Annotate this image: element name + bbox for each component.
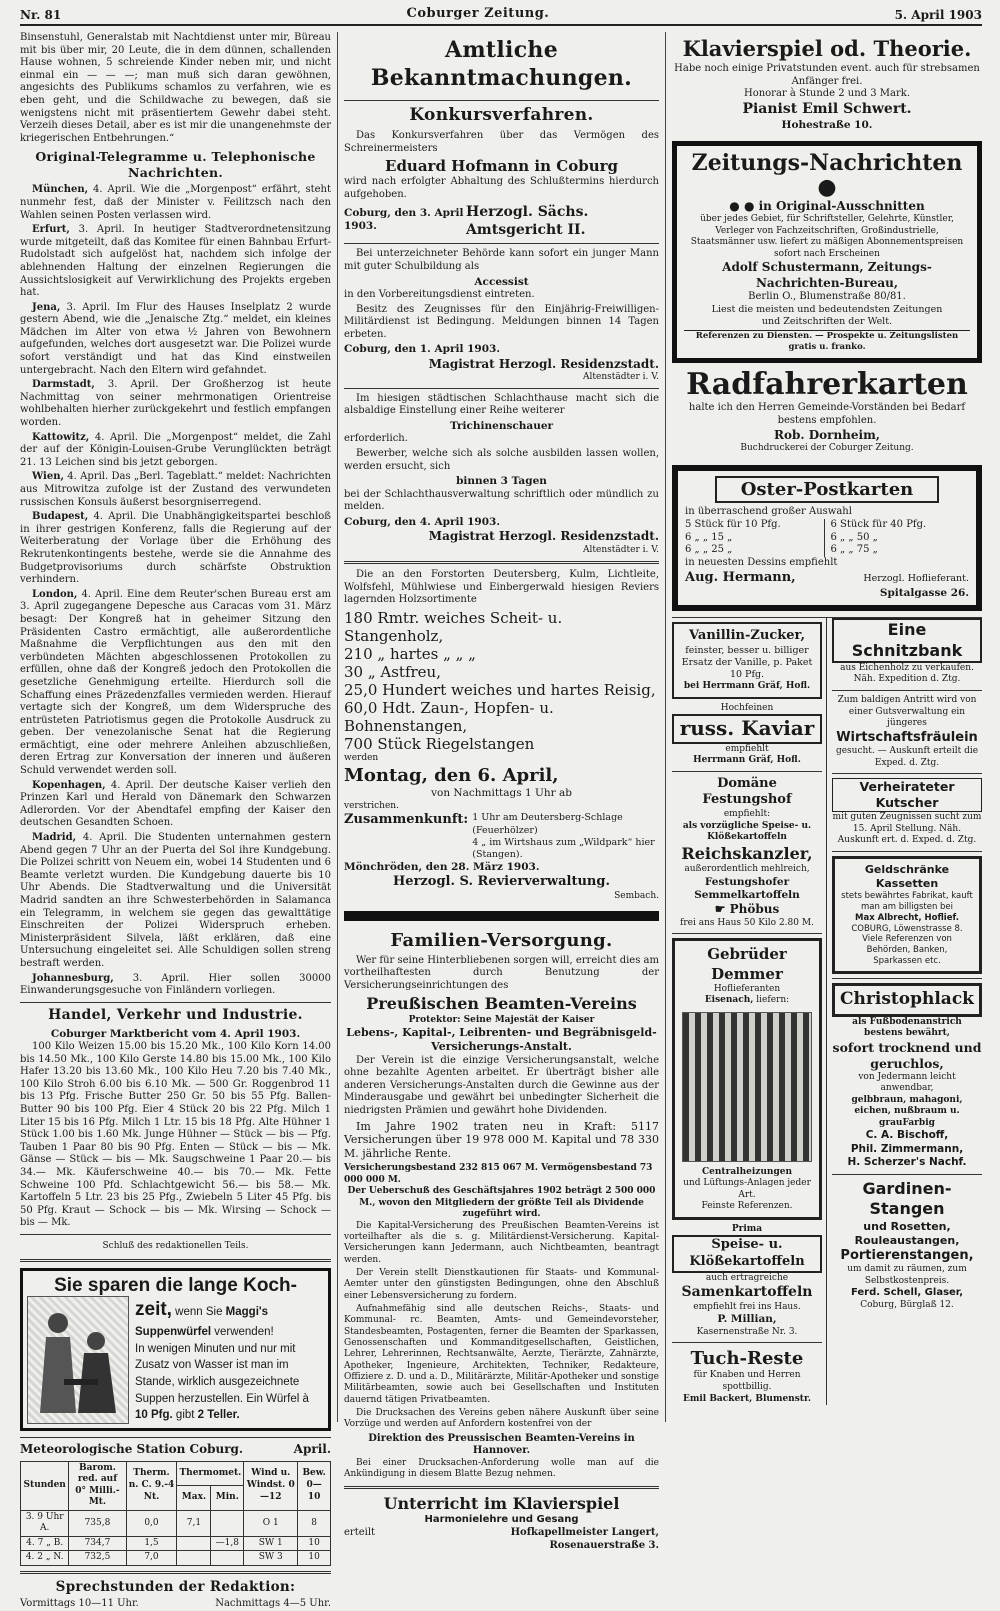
maggi-body: In wenigen Minuten und nur mit Zusatz von Wasser ist man im Stande, wirklich ausgezeichnete Suppen herzustellen. Ein Würfel à bbox=[135, 1342, 309, 1405]
weather-cell: SW 3 bbox=[244, 1551, 298, 1566]
familie-types: Lebens-, Kapital-, Leibrenten- und Begräbnisgeld-Versicherungs-Anstalt. bbox=[346, 1026, 657, 1054]
oster-seller: Aug. Hermann, bbox=[685, 569, 796, 585]
kartoffeln-address: Kasernenstraße Nr. 3. bbox=[696, 1326, 798, 1337]
column-left bbox=[20, 32, 338, 1610]
holz-sold: verstrichen. bbox=[344, 800, 399, 811]
holz-item: 60,0 Hdt. Zaun-, Hopfen- u. Bohnenstangen, bbox=[344, 698, 554, 735]
kutscher-advertisement bbox=[832, 778, 982, 847]
telegram-place: Erfurt, bbox=[32, 224, 70, 236]
holz-list bbox=[344, 609, 659, 753]
telegram-place: Darmstadt, bbox=[32, 379, 95, 391]
divider bbox=[20, 1259, 331, 1262]
zeitung-text: über jedes Gebiet, für Schriftsteller, Gelehrte, Künstler, Verleger von Fachzeitschriften, Großindustrielle, Staatsmänner usw. liefert zu mäßigen Abonnementspreisen sofort nach Erscheinen bbox=[690, 214, 964, 259]
accessist-office: Magistrat Herzogl. Residenzstadt. bbox=[428, 356, 659, 371]
zeitung-city: Berlin O., Blumenstraße 80/81. bbox=[748, 291, 906, 303]
telegram-text: 4. April. Die Unabhängigkeitspartei beschloß in ihrer gestrigen Konferenz, falls die Regierung auf der Weiterberatung der Vorlage über die Erhöhung des Rekrutenkontingents bestehe, werde sie die Annahme des Budgetprovisoriums durch schärfste Obstruktion verhindern. bbox=[20, 511, 331, 586]
weather-table bbox=[20, 1461, 331, 1566]
weather-cell: 3. 9 Uhr A. bbox=[21, 1510, 69, 1536]
telegram-text: 3. April. In heutiger Stadtverordnetensitzung wurde mitgeteilt, daß das Komitee für einen Bahnbau Erfurt-Rudolstadt sich aufgelöst hat, nachdem sich infolge der ablehnenden Haltung der einzelnen Regierungen die Aussichtslosigkeit auf Verwirklichung des Projekts ergeben hat. bbox=[20, 224, 331, 299]
wirtschaft-title: Wirtschaftsfräulein bbox=[836, 729, 978, 745]
domaene-price: frei ans Haus 50 Kilo 2.80 M. bbox=[680, 917, 814, 928]
christophlack-sellers bbox=[832, 1129, 982, 1169]
weather-row bbox=[21, 1551, 331, 1566]
vanille-advertisement bbox=[672, 622, 822, 699]
oster-price: 6 „ „ 50 „ bbox=[830, 531, 878, 543]
demmer-advertisement bbox=[672, 938, 822, 1219]
kaviar-title: russ. Kaviar bbox=[672, 714, 822, 744]
telegram-place: Kopenhagen, bbox=[32, 779, 106, 791]
weather-title: Meteorologische Station Coburg. bbox=[20, 1442, 244, 1457]
oster-news: in neuesten Dessins empfiehlt bbox=[685, 557, 838, 569]
women-at-table-icon bbox=[28, 1301, 128, 1419]
christophlack-seller: C. A. Bischoff, bbox=[865, 1129, 949, 1142]
divider bbox=[672, 933, 822, 934]
kartoffeln-seller: P. Millian, bbox=[717, 1313, 777, 1326]
telegram-text: 4. April. Wie die „Morgenpost“ erfährt, steht nunmehr fest, daß der Minister v. Feilitzsch nach den Wahlen seinen Posten verlassen wird. bbox=[20, 184, 331, 221]
telegram-item bbox=[20, 511, 331, 587]
schnitzbank-title: Eine Schnitzbank bbox=[832, 618, 982, 663]
office-hours-afternoon: Nachmittags 4—5 Uhr. bbox=[215, 1598, 331, 1610]
christophlack-advertisement bbox=[832, 983, 982, 1170]
divider bbox=[832, 1174, 982, 1175]
wirtschaft-lead: Zum baldigen Antritt wird von einer Gutsverwaltung ein jüngeres bbox=[837, 695, 977, 729]
weather-cell: —1,8 bbox=[211, 1536, 244, 1551]
christophlack-title: Christophlack bbox=[832, 983, 982, 1017]
konkurs-text: wird nach erfolgter Abhaltung des Schlußtermins hierdurch aufgehoben. bbox=[344, 176, 659, 201]
familie-title: Familien-Versorgung. bbox=[390, 929, 613, 951]
gardinen-title3: Portierenstangen, bbox=[840, 1247, 974, 1263]
accessist-role: Accessist bbox=[474, 275, 529, 288]
unterricht-title: Unterricht im Klavierspiel bbox=[383, 1493, 620, 1513]
telegram-place: Madrid, bbox=[32, 832, 77, 844]
familie-verein: Preußischen Beamten-Vereins bbox=[366, 994, 637, 1014]
weather-cell: 10 bbox=[298, 1536, 331, 1551]
domaene-brand: Phöbus bbox=[729, 902, 780, 917]
familie-paragraph: Der Verein ist die einzige Versicherungsanstalt, welche ohne bezahlte Agenten arbeitet. Er überträgt bisher alle anderen Versicherungs-Anstalten durch die Gewinne aus der Minderausgabe und gewährt bei unbedingter Sicherheit die niedrigsten Prämien und gewährt hohe Dividenden. bbox=[344, 1054, 659, 1116]
oster-advertisement bbox=[672, 465, 982, 611]
telegram-place: München, bbox=[32, 184, 89, 196]
radfahrer-title: Radfahrerkarten bbox=[686, 366, 968, 402]
oster-price: 5 Stück für 10 Pfg. bbox=[685, 518, 781, 530]
weather-cell: 7,1 bbox=[177, 1510, 211, 1536]
schnitzbank-text: aus Eichenholz zu verkaufen. bbox=[840, 662, 974, 673]
konkurs-court: Herzogl. Sächs. Amtsgericht II. bbox=[466, 203, 589, 238]
domaene-note: außerordentlich mehlreich, bbox=[684, 864, 810, 875]
maggi-illustration bbox=[27, 1296, 129, 1424]
familie-paragraph: Die Drucksachen des Vereins geben nähere Auskunft über seine Vorzüge und werden auf Anfordern kostenfrei von der bbox=[344, 1407, 659, 1430]
maggi-wenn: wenn Sie bbox=[175, 1306, 223, 1319]
telegram-text: 4. April. Eine dem Reuter'schen Bureau erst am 3. April zugegangene Depesche aus Caracas vom 31. März besagt: Der Kongreß hat in geheimer Sitzung den Präsidenten Castro ermächtigt, alle außerordentliche Maßnahme die Verpflichtungen aus den mit den verbündeten Mächten abgeschlossenen Protokollen zu erfüllen, ohne daß der Kongreß jedoch den Protokollen die gesetzliche Genehmigung erteilte. Hierdurch soll die Schaffung eines Präzedenzfalles vermieden werden. Hierauf vertagte sich der Kongreß, um dem Widerspruche des entrüsteten Patriotismus gegen die Protokolle Ausdruck zu geben. Der venezolanische Senat hat die Regierung ermächtigt, eine oder mehrere Anleihen abzuschließen, deren Ertrag zur Konversation der inneren und äußeren Schuld verwendet werden soll. bbox=[20, 588, 331, 777]
weather-cell: SW 1 bbox=[244, 1536, 298, 1551]
holz-lead: Die an den Forstorten Deutersberg, Kulm, Lichtleite, Wolfsfehl, Mühlwiese und Einbergerwald hiesigen Reviers lagernden Holzsortimente bbox=[344, 569, 659, 606]
oster-address: Spitalgasse 26. bbox=[879, 586, 969, 599]
gardinen-title: Gardinen- bbox=[862, 1178, 952, 1198]
holz-time: von Nachmittags 1 Uhr ab bbox=[431, 787, 572, 800]
familie-paragraph: Aufnahmefähig sind alle deutschen Reichs-, Staats- und Kommunal- rc. Beamten, Amts- und Gemeindevorsteher, Standesbeamten, Postagenten, ferner die Beamten der Sparkassen, Genossenschaften und Kommanditgesellschaften, Geistlichen, Lehrer, Lehrerinnen, Rechtsanwälte, Aerzte, Tierärzte, Zahnärzte, Apotheker, Ingenieure, Architekten, Techniker, Redakteure, Offiziere z. D. und a. D., Militärärzte, Militär-Apotheker und sonstige Militärbeamten, sowie auch bei Gesellschaften und Instituten dauernd tätigen Privatbeamten. bbox=[344, 1303, 659, 1405]
konkurs-title: Konkursverfahren. bbox=[409, 105, 594, 126]
oster-prices-left bbox=[685, 519, 824, 557]
telegram-text: 4. April. Das „Berl. Tageblatt.“ meldet: Nachrichten aus Mitrowitza zufolge ist der Zustand des verwundeten russischen Konsuls äußerst besorgniserregend. bbox=[20, 471, 331, 508]
zeitung-sub: in Original-Ausschnitten bbox=[758, 198, 925, 213]
divider bbox=[344, 388, 659, 389]
gardinen-seller: Ferd. Schell, Glaser, bbox=[850, 1287, 964, 1299]
konkurs-name: Eduard Hofmann in Coburg bbox=[385, 157, 618, 176]
page-header bbox=[20, 6, 982, 26]
unterricht-sub: Harmonielehre und Gesang bbox=[424, 1514, 579, 1526]
telegram-item bbox=[20, 184, 331, 222]
familie-protektor: Protektor: Seine Majestät der Kaiser bbox=[408, 1014, 595, 1025]
maggi-headline-2: zeit, bbox=[135, 1299, 172, 1321]
telegram-text: 3. April. Im Flur des Hauses Inselplatz 2 wurde gestern Abend, wie die „Jenaische Ztg.“ meldet, ein kleines Mädchen im Alter von etwa ½ Jahren von Bewohnern aufgefunden, welches dort ausgesetzt war. Die Polizei wurde sofort verständigt und hat das Kind einstweilen untergebracht. Nach den Eltern wird gefahndet. bbox=[20, 301, 331, 376]
tuch-seller: Emil Backert, Blumenstr. bbox=[682, 1393, 812, 1404]
schlachthaus-sign: Altenstädter i. V. bbox=[583, 544, 659, 555]
oster-price: 6 „ „ 15 „ bbox=[685, 531, 733, 543]
maggi-price: 10 Pfg. bbox=[135, 1409, 173, 1422]
maggi-brand: Maggi's bbox=[225, 1306, 269, 1319]
konkurs-lead: Das Konkursverfahren über das Vermögen des Schreinermeisters bbox=[344, 130, 659, 154]
weather-header: Therm. n. C. 9.-4 Nt. bbox=[126, 1461, 177, 1510]
schlachthaus-text: Bewerber, welche sich als solche ausbilden lassen wollen, werden ersucht, sich bbox=[344, 447, 659, 472]
klavier-text: Habe noch einige Privatstunden event. auch für strebsamen Anfänger frei. bbox=[674, 62, 980, 87]
schlachthaus-office: Magistrat Herzogl. Residenzstadt. bbox=[428, 529, 659, 544]
newspaper-title: Coburger Zeitung. bbox=[406, 6, 550, 22]
weather-cell: 734,7 bbox=[69, 1536, 126, 1551]
geld-advertisement bbox=[832, 856, 982, 974]
demmer-city: Eisenach, bbox=[704, 995, 754, 1006]
domaene-advertisement: Domäne Festungshof empfiehlt: als vorzügliche Speise- u. Klößekartoffeln Reichskanzler, außerordentlich mehlreich, Festungshofer Semmelkartoffeln ☛ Phöbus frei ans Haus 50 Kilo 2.80 M. bbox=[672, 776, 822, 930]
divider bbox=[672, 1342, 822, 1343]
telegram-place: Kattowitz, bbox=[32, 431, 90, 443]
christophlack-text: von Jedermann leicht anwendbar, bbox=[858, 1071, 956, 1094]
weather-cell: 1,5 bbox=[126, 1536, 177, 1551]
holz-item: 30 „ Astfreu, bbox=[344, 662, 441, 681]
holz-item: 180 Rmtr. weiches Scheit- u. Stangenholz, bbox=[344, 608, 563, 645]
domaene-variety2: Festungshofer Semmelkartoffeln bbox=[694, 875, 800, 901]
divider bbox=[20, 1002, 331, 1003]
telegram-place: London, bbox=[32, 588, 78, 600]
weather-header: Min. bbox=[211, 1486, 244, 1511]
demmer-sub: Hoflieferanten bbox=[713, 983, 781, 994]
divider bbox=[344, 1486, 659, 1489]
weather-cell bbox=[177, 1536, 211, 1551]
schlachthaus-text: bei der Schlachthausverwaltung schriftlich oder mündlich zu melden. bbox=[344, 488, 659, 513]
unterricht-address: Rosenauerstraße 3. bbox=[549, 1539, 659, 1551]
weather-header-row bbox=[21, 1461, 331, 1486]
official-notices-heading: Amtliche Bekanntmachungen. bbox=[370, 37, 633, 92]
accessist-text: Besitz des Zeugnisses für den Einjährig-Freiwilligen-Militärdienst ist Bedingung. Meldungen binnen 14 Tagen erbeten. bbox=[344, 303, 659, 340]
holz-item: 700 Stück Riegelstangen bbox=[344, 734, 535, 753]
weather-cell bbox=[211, 1510, 244, 1536]
telegram-item bbox=[20, 302, 331, 378]
holz-meet: 4 „ im Wirtshaus zum „Wildpark“ hier (Stangen). bbox=[472, 836, 655, 860]
holz-office: Herzogl. S. Revierverwaltung. bbox=[393, 874, 610, 890]
maggi-headline bbox=[27, 1275, 324, 1297]
maggi-product: Suppenwürfel bbox=[135, 1325, 212, 1338]
holz-item: 25,0 Hundert weiches und hartes Reisig, bbox=[344, 680, 656, 699]
telegram-item bbox=[20, 432, 331, 470]
divider bbox=[832, 690, 982, 691]
weather-cell: O 1 bbox=[244, 1510, 298, 1536]
maggi-verb: verwenden! bbox=[214, 1325, 274, 1338]
demmer-caption: Centralheizungen bbox=[701, 1166, 793, 1177]
klavier-pianist: Pianist Emil Schwert. bbox=[742, 101, 912, 118]
telegram-heading: Original-Telegramme u. Telephonische Nachrichten. bbox=[35, 149, 316, 181]
weather-header: Barom. red. auf 0° Milli.-Mt. bbox=[69, 1461, 126, 1510]
divider bbox=[20, 1571, 331, 1574]
schlachthaus-text: Im hiesigen städtischen Schlachthause macht sich die alsbaldige Einstellung einer Reihe weiterer bbox=[344, 392, 659, 417]
divider bbox=[344, 561, 659, 564]
telegram-list bbox=[20, 184, 331, 997]
kartoffeln-title: Speise- u. Klößekartoffeln bbox=[672, 1235, 822, 1272]
telegram-place: Jena, bbox=[32, 301, 61, 313]
column-middle bbox=[338, 32, 666, 1551]
weather-header: Stunden bbox=[21, 1461, 69, 1510]
vanille-title: Vanillin-Zucker, bbox=[689, 628, 805, 644]
gardinen-sub2: Rouleaustangen, bbox=[854, 1233, 960, 1247]
familie-paragraph: Im Jahre 1902 traten neu in Kraft: 5117 Versicherungen über 19 978 000 M. Kapital und 78 330 M. jährliche Rente. bbox=[344, 1119, 659, 1161]
weather-cell: 7,0 bbox=[126, 1551, 177, 1566]
telegram-place: Wien, bbox=[32, 471, 64, 483]
telegram-item bbox=[20, 589, 331, 778]
office-hours bbox=[20, 1598, 331, 1611]
weather-cell: 4. 2 „ N. bbox=[21, 1551, 69, 1566]
zeitung-line: und Zeitschriften der Welt. bbox=[761, 316, 893, 328]
kartoffeln-text: empfiehlt frei ins Haus. bbox=[693, 1301, 801, 1312]
weather-cell: 0,0 bbox=[126, 1510, 177, 1536]
gardinen-title2: Stangen bbox=[869, 1199, 945, 1219]
end-note: Schluß des redaktionellen Teils. bbox=[102, 1241, 249, 1251]
oster-title: Oster-Postkarten bbox=[715, 476, 939, 503]
weather-header: Bew. 0—10 bbox=[298, 1461, 331, 1510]
divider bbox=[832, 773, 982, 774]
maggi-count: 2 Teller. bbox=[197, 1409, 240, 1422]
maggi-text bbox=[135, 1296, 324, 1424]
demmer-verb: liefern: bbox=[756, 995, 790, 1006]
telegram-item bbox=[20, 780, 331, 830]
domaene-rec: empfiehlt: bbox=[723, 809, 771, 820]
christophlack-text: gelbbraun, mahagoni, eichen, nußbraum u. grauFarbig bbox=[851, 1094, 963, 1128]
familie-surplus: Der Ueberschuß des Geschäftsjahres 1902 beträgt 2 500 000 M., wovon den Mitgliedern der größte Teil als Dividende zugeführt wird. bbox=[347, 1186, 656, 1220]
gardinen-text: um damit zu räumen, zum Selbstkostenpreis. bbox=[847, 1264, 967, 1286]
weather-cell bbox=[211, 1551, 244, 1566]
radfahrer-text: halte ich den Herren Gemeinde-Vorständen bei Bedarf bestens empfohlen. bbox=[688, 402, 966, 427]
issue-date: 5. April 1903 bbox=[894, 7, 982, 22]
telegram-place: Johannesburg, bbox=[32, 972, 114, 984]
geld-ref: Viele Referenzen von Behörden, Banken, Sparkassen etc. bbox=[862, 934, 952, 967]
telegram-item bbox=[20, 973, 331, 998]
office-hours-morning: Vormittags 10—11 Uhr. bbox=[20, 1598, 139, 1610]
column-right bbox=[666, 32, 982, 1422]
page-number: Nr. 81 bbox=[20, 7, 62, 22]
divider bbox=[832, 851, 982, 852]
holz-item: 210 „ hartes „ „ „ bbox=[344, 644, 476, 663]
telegram-place: Budapest, bbox=[32, 511, 89, 523]
familie-intro: Wer für seine Hinterbliebenen sorgen will, erreicht dies am vortheilhaftesten durch Benutzung der Versicherungseinrichtungen des bbox=[344, 954, 659, 991]
weather-cell: 10 bbox=[298, 1551, 331, 1566]
weather-cell bbox=[177, 1551, 211, 1566]
familie-direktion: Direktion des Preussischen Beamten-Vereins in Hannover. bbox=[368, 1432, 635, 1457]
kaviar-advertisement bbox=[672, 703, 822, 767]
domaene-variety: Reichskanzler, bbox=[681, 843, 813, 863]
divider bbox=[20, 1234, 331, 1235]
familie-paragraph: Bei einer Drucksachen-Anforderung wolle man auf die Ankündigung in diesem Blatte Bezug nehmen. bbox=[344, 1458, 659, 1480]
divider bbox=[344, 243, 659, 244]
maggi-gives: gibt bbox=[175, 1409, 195, 1422]
divider bbox=[672, 771, 822, 772]
kutscher-title: Verheirateter Kutscher bbox=[832, 778, 982, 812]
telegram-item bbox=[20, 379, 331, 429]
black-divider bbox=[344, 911, 659, 921]
oster-price: 6 „ „ 75 „ bbox=[830, 544, 878, 556]
accessist-lead: Bei unterzeichneter Behörde kann sofort ein junger Mann mit guter Schulbildung als bbox=[344, 248, 659, 273]
geld-title2: Kassetten bbox=[875, 876, 939, 890]
schnitzbank-where: Näh. Expedition d. Ztg. bbox=[853, 674, 961, 685]
weather-header: Max. bbox=[177, 1486, 211, 1511]
telegram-text: 4. April. Der deutsche Kaiser verlieh den Prinzen Karl und Herald von Dänemark den Schwarzen Adlerorden. Vor der Abendtafel empfing der Kaiser den deutschen Gesandten Schoen. bbox=[20, 779, 331, 829]
zeitung-title: Zeitungs-Nachrichten bbox=[691, 149, 963, 176]
schlachthaus-deadline: binnen 3 Tagen bbox=[456, 475, 547, 488]
tuch-title: Tuch-Reste bbox=[690, 1348, 804, 1370]
holz-werden: werden bbox=[344, 752, 379, 763]
domaene-title: Domäne Festungshof bbox=[702, 775, 792, 808]
geld-text: stets bewährtes Fabrikat, kauft man am billigsten bei bbox=[841, 890, 973, 912]
telegram-text: 4. April. Die Studenten unternahmen gestern Abend gegen 7 Uhr an der Puerta del Sol ihre Kundgebung. Die Polizei schritt von Neuem ein, wobei 14 Studenten und 6 Beamte verletzt wurden. Die Kundgebung dauerte bis 10 Uhr Abends. Die Stadtverwaltung und die Universität Madrid sandten an ihre Schwesterbehörden in Salamanca ein Telegramm, in welchem sie gegen das gewalttätige Einschreiten der Polizei Widerspruch erheben. Ministerpräsident Silvela, läßt erklären, daß eine Untersuchung eingeleitet sei. Alle Schuldigen sollen streng bestraft werden. bbox=[20, 832, 331, 969]
trade-heading: Handel, Verkehr und Industrie. bbox=[48, 1006, 303, 1023]
weather-header: Thermomet. bbox=[177, 1461, 244, 1486]
divider bbox=[832, 978, 982, 979]
telegram-item bbox=[20, 471, 331, 509]
schlachthaus-dateline: Coburg, den 4. April 1903. bbox=[344, 515, 500, 528]
kutscher-text: mit guten Zeugnissen sucht zum 15. April Stellung. Näh. Auskunft ert. d. Exped. d. Ztg. bbox=[832, 812, 982, 846]
holz-meet-label: Zusammenkunft: bbox=[344, 812, 469, 828]
schnitzbank-advertisement bbox=[832, 618, 982, 686]
kartoffeln-sub: auch ertragreiche bbox=[705, 1272, 789, 1283]
radfahrer-name: Rob. Dornheim, bbox=[774, 428, 880, 443]
weather-row bbox=[21, 1510, 331, 1536]
weather-cell: 732,5 bbox=[69, 1551, 126, 1566]
weather-title-row bbox=[20, 1442, 331, 1457]
unterricht-teacher: Hofkapellmeister Langert, bbox=[510, 1527, 659, 1539]
christophlack-text: als Fußbodenanstrich bestens bewährt, bbox=[852, 1016, 962, 1039]
divider bbox=[344, 100, 659, 101]
christophlack-seller: H. Scherzer's Nachf. bbox=[847, 1156, 967, 1169]
kaviar-seller: Herrmann Gräf, Hofl. bbox=[693, 755, 801, 766]
wirtschaft-advertisement bbox=[832, 695, 982, 769]
holz-dateline: Mönchröden, den 28. März 1903. bbox=[344, 861, 540, 873]
demmer-title: Gebrüder Demmer bbox=[707, 945, 787, 983]
kartoffeln-title2: Samenkartoffeln bbox=[681, 1284, 813, 1301]
christophlack-text: sofort trocknend und geruchlos, bbox=[832, 1039, 982, 1071]
market-heading: Coburger Marktbericht vom 4. April 1903. bbox=[50, 1027, 301, 1040]
wirtschaft-text: gesucht. — Auskunft erteilt die Exped. d. Ztg. bbox=[835, 746, 979, 768]
maggi-advertisement bbox=[20, 1268, 331, 1432]
weather-cell: 8 bbox=[298, 1510, 331, 1536]
geld-seller: Max Albrecht, Hoflief. bbox=[855, 912, 959, 923]
oster-price: 6 Stück für 40 Pfg. bbox=[830, 518, 927, 530]
kaviar-recommends: empfiehlt bbox=[725, 743, 769, 754]
gardinen-sub: und Rosetten, bbox=[863, 1219, 951, 1233]
oster-price: 6 „ „ 25 „ bbox=[685, 544, 733, 556]
holz-meet: 1 Uhr am Deutersberg-Schlage (Feuerhölzer) bbox=[472, 812, 623, 836]
zeitung-company: Adolf Schustermann, Zeitungs-Nachrichten-Bureau, bbox=[722, 260, 932, 290]
holz-date: Montag, den 6. April, bbox=[344, 765, 559, 787]
kartoffeln-lead: Prima bbox=[731, 1223, 763, 1234]
weather-cell: 4. 7 „ B. bbox=[21, 1536, 69, 1551]
tuch-advertisement bbox=[672, 1347, 822, 1405]
telegram-item bbox=[20, 224, 331, 300]
weather-row bbox=[21, 1536, 331, 1551]
domaene-text: als vorzügliche Speise- u. Klößekartoffeln bbox=[682, 820, 812, 843]
telegram-text: 3. April. Der Großherzog ist heute Nachmittag von seiner mehrmonatigen Orientreise wohlbehalten hierher zurückgekehrt und festlich empfangen worden. bbox=[20, 379, 331, 429]
klavier-address: Hohestraße 10. bbox=[781, 119, 873, 132]
kaviar-lead: Hochfeinen bbox=[720, 702, 774, 713]
gardinen-address: Coburg, Bürglaß 12. bbox=[860, 1300, 954, 1311]
familie-stats: Versicherungsbestand 232 815 067 M. Vermögensbestand 73 000 000 M. bbox=[344, 1163, 653, 1185]
schlachthaus-text: erforderlich. bbox=[344, 433, 408, 445]
unterricht-by: erteilt bbox=[344, 1527, 376, 1539]
konkurs-dateline: Coburg, den 3. April 1903. bbox=[344, 206, 464, 233]
demmer-text: und Lüftungs-Anlagen jeder Art. bbox=[683, 1178, 811, 1200]
zeitung-line: Liest die meisten und bedeutendsten Zeitungen bbox=[711, 303, 943, 315]
klavier-fee: Honorar à Stunde 2 und 3 Mark. bbox=[743, 88, 911, 100]
gardinen-advertisement bbox=[832, 1179, 982, 1312]
oster-seller2: Herzogl. Hoflieferant. bbox=[863, 572, 969, 584]
divider bbox=[20, 1437, 331, 1438]
radfahrer-sub: Buchdruckerei der Coburger Zeitung. bbox=[740, 443, 914, 454]
accessist-sign: Altenstädter i. V. bbox=[583, 372, 659, 383]
kartoffeln-advertisement bbox=[672, 1224, 822, 1339]
familie-paragraph: Der Verein stellt Dienstkautionen für Staats- und Kommunal-Aemter unter den günstigsten Bedingungen, ohne den Abschluß einer Lebensversicherung zu fordern. bbox=[344, 1267, 659, 1301]
weather-header: Wind u. Windst. 0—12 bbox=[244, 1461, 298, 1510]
accessist-text: in den Vorbereitungsdienst eintreten. bbox=[344, 289, 535, 301]
tuch-text: für Knaben und Herren spottbillig. bbox=[693, 1370, 801, 1392]
geld-city: COBURG, Löwenstrasse 8. bbox=[851, 923, 963, 934]
oster-lead: in überraschend großer Auswahl bbox=[685, 505, 852, 517]
telegram-item bbox=[20, 832, 331, 971]
vanille-seller: bei Herrmann Gräf, Hofl. bbox=[683, 681, 811, 692]
christophlack-seller: Phil. Zimmermann, bbox=[850, 1142, 964, 1155]
demmer-ref: Feinste Referenzen. bbox=[701, 1201, 793, 1212]
klavier-title: Klavierspiel od. Theorie. bbox=[682, 36, 972, 61]
geld-title: Geldschränke bbox=[864, 862, 950, 876]
market-report: 100 Kilo Weizen 15.00 bis 15.20 Mk., 100 Kilo Korn 14.00 bis 14.50 Mk., 100 Kilo Gerste 14.80 bis 15.00 Mk., 100 Kilo Hafer 13.20 bis 13.60 Mk., 100 Kilo Heu 7.20 bis 7.40 Mk., 100 Kilo Stroh 6.00 bis 6.10 Mk. — 500 Gr. Roggenbrod 11 bis 13 Pfg. Frische Butter 250 Gr. 50 bis 55 Pfg. Ballen-Butter 90 bis 100 Pfg. Eier 4 Stück 20 bis 22 Pfg. Milch 1 Liter 15 bis 16 Pfg. Milch 1 Ltr. 15 bis 18 Pfg. Alte Hühner 1 Stück 1.00 bis 1.60 Mk. Junge Hühner — Stück — bis — Pfg. Tauben 1 Paar 80 bis 90 Pfg. Enten — Stück — bis — Mk. Gänse — Stück — bis — Mk. Saugschweine 1 Paar 20.— bis 34.— Mk. Käuferschweine 40.— bis 70.— Mk. Fette Schweine 100 Pfd. Schlachtgewicht 56.— bis 58.— Mk. Kartoffeln 5 Ltr. 23 bis 25 Pfg., Zwiebeln 5 Liter 45 Pfg. bis 50 Pfg. Kraut — Schock — bis — Mk. Wirsing — Schock — bis — Mk. bbox=[20, 1041, 331, 1229]
office-hours-title: Sprechstunden der Redaktion: bbox=[55, 1578, 296, 1595]
zeitung-advertisement: Zeitungs-Nachrichten ● ● ● in Original-Ausschnitten über jedes Gebiet, für Schriftsteller, Gelehrte, Künstler, Verleger von Fachzeitschriften, Großindustrielle, Staatsmänner usw. liefert zu mäßigen Abonnementspreisen sofort nach Erscheinen Adolf Schustermann, Zeitungs-Nachrichten-Bureau, Berlin O., Blumenstraße 80/81. Liest die meisten und bedeutendsten Zeitungen und Zeitschriften der Welt. Referenzen zu Diensten. — Prospekte u. Zeitungslisten gratis u. franko. bbox=[672, 141, 982, 363]
familie-paragraph: Die Kapital-Versicherung des Preußischen Beamten-Vereins ist vorteilhafter als die s. g. Militärdienst-Versicherung. Kapital-Versicherungen kann Jedermann, auch Nichtbeamten, beantragt werden. bbox=[344, 1220, 659, 1265]
weather-cell: 735,8 bbox=[69, 1510, 126, 1536]
zeitung-footer: Referenzen zu Diensten. — Prospekte u. Zeitungslisten gratis u. franko. bbox=[684, 330, 970, 353]
holz-sign: Sembach. bbox=[614, 891, 659, 902]
maggi-headline-1: Sie sparen die lange Koch- bbox=[54, 1274, 297, 1296]
radiator-illustration bbox=[682, 1012, 812, 1162]
telegram-text: 3. April. Hier sollen 30000 Einwanderungsgesuche von Finländern vorliegen. bbox=[20, 972, 331, 997]
intro-paragraph: Binsenstuhl, Generalstab mit Nachtdienst unter mir, Büreau mit bis über mir, 20 Leute, die in dem dünnen, schallenden Hause wohnen, 5 schreiende Kinder neben mir, und nicht einmal ein — — —; man muß sich daran gewöhnen, angesichts des Publikums schamlos zu verfahren, wie es eben geht, und die Schildwache zu bewegen, daß sie wenigstens nicht mit präsentiertem Gewehr dabei steht. Verzeih dieses Detail, aber es ist mir die unangenehmste der kriegerischen Entbehrungen.“ bbox=[20, 32, 331, 144]
oster-prices-right bbox=[824, 519, 970, 557]
schlachthaus-role: Trichinenschauer bbox=[449, 419, 554, 432]
accessist-dateline: Coburg, den 1. April 1903. bbox=[344, 343, 500, 356]
telegram-text: 4. April. Die „Morgenpost“ meldet, die Zahl der auf der Königin-Louisen-Grube Verunglückten beträgt 21. 13 Leichen sind bis jetzt geborgen. bbox=[20, 431, 331, 468]
vanille-text: feinster, besser u. billiger Ersatz der Vanille, p. Paket 10 Pfg. bbox=[681, 644, 813, 680]
weather-month: April. bbox=[293, 1442, 331, 1457]
